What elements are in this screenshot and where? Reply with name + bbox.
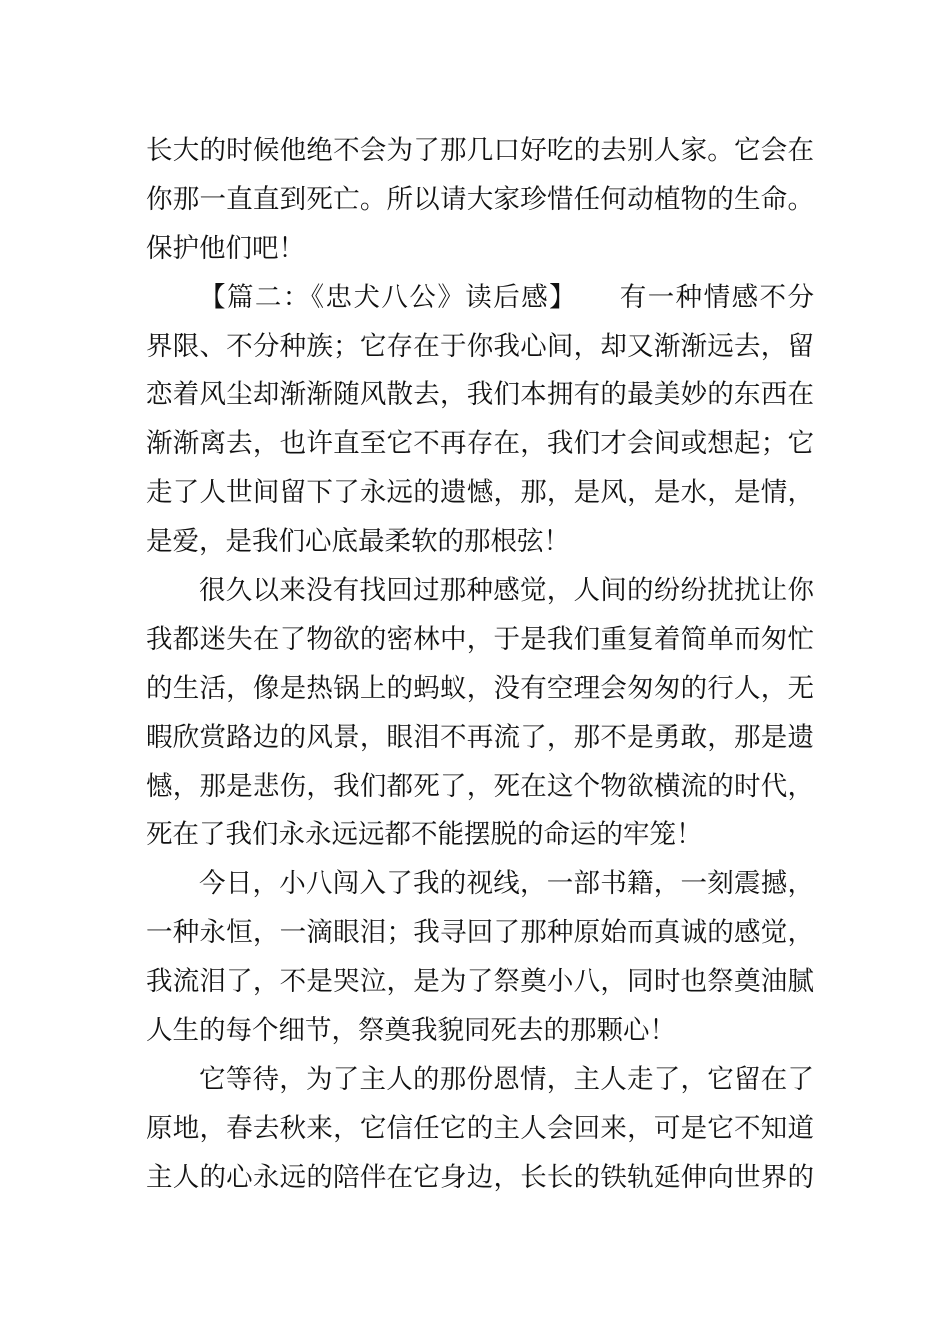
text-line: 它等待，为了主人的那份恩情，主人走了，它留在了 xyxy=(199,1063,814,1095)
text-line: 原地，春去秋来，它信任它的主人会回来，可是它不知道 xyxy=(146,1112,814,1144)
text-line: 主人的心永远的陪伴在它身边，长长的铁轨延伸向世界的 xyxy=(146,1161,814,1193)
text-line: 的生活，像是热锅上的蚂蚁，没有空理会匆匆的行人，无 xyxy=(146,672,814,704)
text-line: 一种永恒，一滴眼泪；我寻回了那种原始而真诚的感觉， xyxy=(146,917,814,949)
text-line: 你那一直直到死亡。所以请大家珍惜任何动植物的生命。 xyxy=(146,183,814,215)
section-heading-line: 【篇二：《忠犬八公》读后感】 有一种情感不分 xyxy=(199,281,814,313)
text-line: 恋着风尘却渐渐随风散去，我们本拥有的最美妙的东西在 xyxy=(146,379,814,411)
text-line: 是爱，是我们心底最柔软的那根弦！ xyxy=(146,526,570,558)
text-line: 保护他们吧！ xyxy=(146,232,305,264)
text-line: 我流泪了，不是哭泣，是为了祭奠小八，同时也祭奠油腻 xyxy=(146,966,814,998)
essay-text xyxy=(146,127,814,1203)
text-line: 我都迷失在了物欲的密林中，于是我们重复着简单而匆忙 xyxy=(146,623,814,655)
text-line: 很久以来没有找回过那种感觉，人间的纷纷扰扰让你 xyxy=(199,575,814,607)
text-line: 人生的每个细节，祭奠我貌同死去的那颗心！ xyxy=(146,1015,676,1047)
text-line: 走了人世间留下了永远的遗憾，那，是风，是水，是情， xyxy=(146,477,814,509)
text-line: 界限、不分种族；它存在于你我心间，却又渐渐远去，留 xyxy=(146,330,814,362)
text-line: 暇欣赏路边的风景，眼泪不再流了，那不是勇敢，那是遗 xyxy=(146,721,814,753)
text-line: 今日，小八闯入了我的视线，一部书籍，一刻震撼， xyxy=(199,868,814,900)
text-line: 渐渐离去，也许直至它不再存在，我们才会间或想起；它 xyxy=(146,428,814,460)
text-line: 憾，那是悲伤，我们都死了，死在这个物欲横流的时代， xyxy=(146,770,814,802)
text-line: 死在了我们永永远远都不能摆脱的命运的牢笼！ xyxy=(146,819,703,851)
text-line: 长大的时候他绝不会为了那几口好吃的去别人家。它会在 xyxy=(146,135,814,166)
